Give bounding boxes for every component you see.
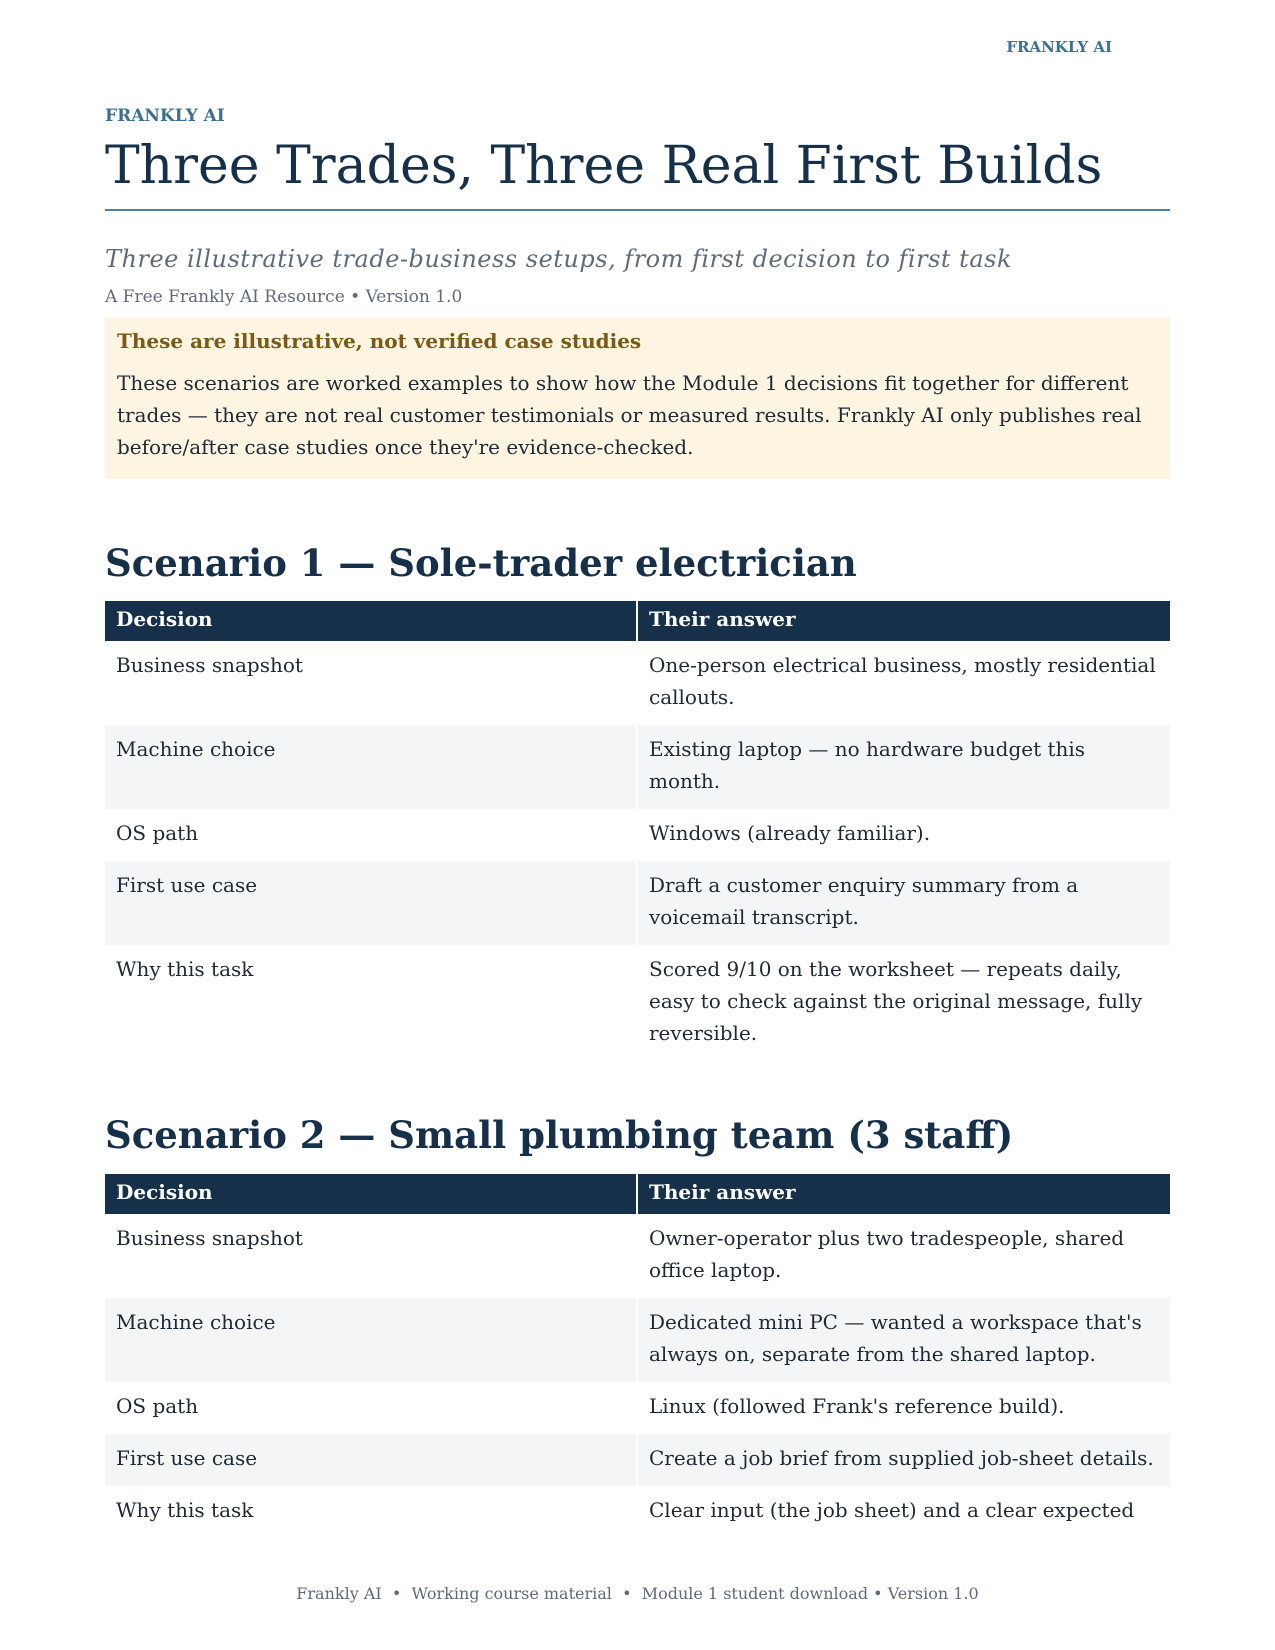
table-row: [105, 1486, 1170, 1538]
scenario-2-table: [105, 1174, 1170, 1538]
table-row: [105, 641, 1170, 725]
decision-cell: Business snapshot: [116, 653, 303, 678]
answer-cell: Existing laptop — no hardware budget this month.: [637, 725, 1170, 809]
table-header-row: [105, 1174, 1170, 1214]
answer-cell: Dedicated mini PC — wanted a workspace that's always on, separate from the shared laptop.: [637, 1298, 1170, 1382]
column-header-decision: Decision: [105, 1174, 637, 1214]
document-body: [105, 106, 1170, 1538]
page-footer: Frankly AI • Working course material • Module 1 student download • Version 1.0: [296, 1584, 979, 1603]
answer-cell: Clear input (the job sheet) and a clear expected: [637, 1486, 1170, 1538]
scenario-1-table: [105, 601, 1170, 1061]
table-row: [105, 1382, 1170, 1434]
column-header-decision: Decision: [105, 601, 637, 641]
table-row: [105, 1434, 1170, 1486]
disclaimer-callout: [105, 317, 1170, 479]
document-meta: A Free Frankly AI Resource • Version 1.0: [105, 287, 463, 307]
decision-cell: First use case: [105, 1434, 637, 1486]
answer-cell: Windows (already familiar).: [637, 809, 1170, 861]
decision-cell: First use case: [105, 861, 637, 945]
callout-body: These scenarios are worked examples to show how the Module 1 decisions fit together for different trades — they are not real customer testimonials or measured results. Frankly AI only publishes real before/after case studies once they're evidence-checked.: [117, 371, 1142, 459]
column-header-answer: Their answer: [637, 601, 1170, 641]
decision-cell: Machine choice: [105, 725, 637, 809]
answer-cell: Owner-operator plus two tradespeople, shared office laptop.: [637, 1214, 1170, 1298]
decision-cell: OS path: [116, 821, 199, 846]
table-row: [105, 809, 1170, 861]
decision-cell: Why this task: [116, 1497, 254, 1522]
page-title: Three Trades, Three Real First Builds: [105, 134, 1170, 211]
table-row: [105, 1214, 1170, 1298]
answer-cell: Draft a customer enquiry summary from a voicemail transcript.: [637, 861, 1170, 945]
callout-heading: These are illustrative, not verified case studies: [117, 329, 642, 353]
table-header-row: [105, 601, 1170, 641]
column-header-answer: Their answer: [637, 1174, 1170, 1214]
brand-label: FRANKLY AI: [105, 106, 225, 126]
table-row: [105, 725, 1170, 809]
decision-cell: Business snapshot: [116, 1225, 303, 1250]
decision-cell: OS path: [116, 1393, 199, 1418]
scenario-1-heading: Scenario 1 — Sole-trader electrician: [105, 541, 857, 585]
table-row: [105, 861, 1170, 945]
running-header-brand: FRANKLY AI: [1006, 38, 1112, 56]
table-row: [105, 945, 1170, 1061]
answer-cell: Linux (followed Frank's reference build).: [637, 1382, 1170, 1434]
table-row: [105, 1298, 1170, 1382]
decision-cell: Why this task: [116, 957, 254, 982]
answer-cell: Create a job brief from supplied job-sheet details.: [637, 1434, 1170, 1486]
page-subtitle: Three illustrative trade-business setups, from first decision to first task: [105, 245, 1012, 273]
scenario-2-heading: Scenario 2 — Small plumbing team (3 staff): [105, 1113, 1014, 1158]
answer-cell: Scored 9/10 on the worksheet — repeats daily, easy to check against the original message, fully reversible.: [637, 945, 1170, 1061]
decision-cell: Machine choice: [105, 1298, 637, 1382]
answer-cell: One-person electrical business, mostly residential callouts.: [637, 641, 1170, 725]
